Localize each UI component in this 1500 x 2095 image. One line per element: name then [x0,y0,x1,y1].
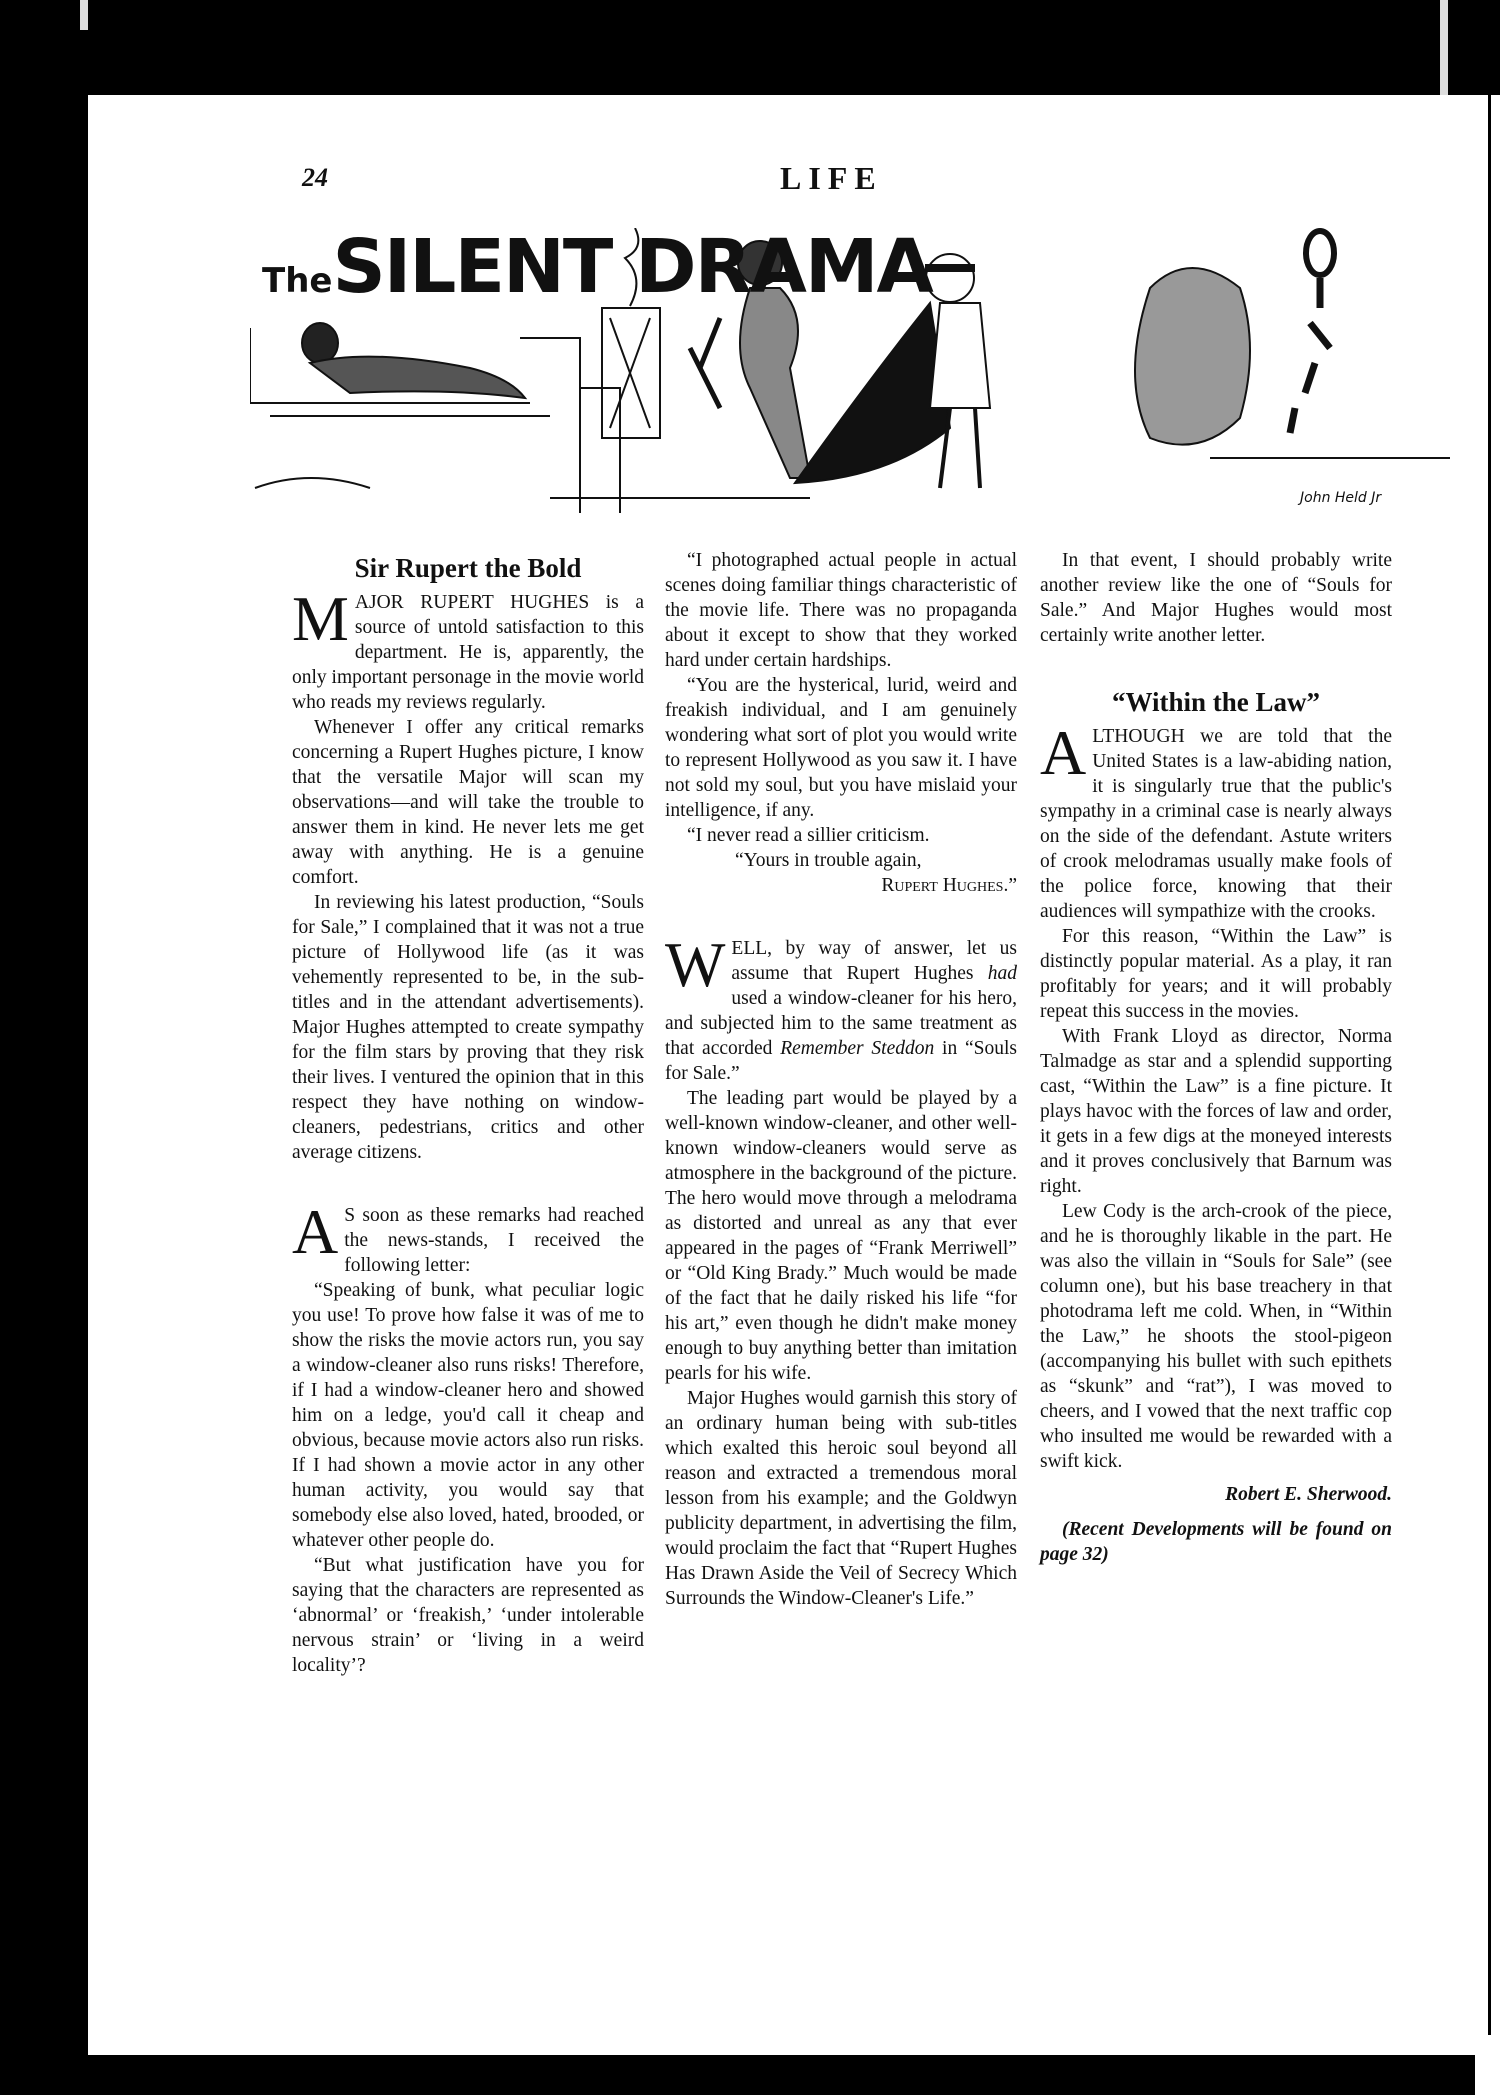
paragraph-text: ELL, by way of answer, let us assume that Rupert Hughes [731,938,1017,984]
paragraph: “I never read a sillier criticism. [687,825,930,846]
paragraph: “Yours in trouble again, [735,850,922,871]
paragraph: With Frank Lloyd as director, Norma Talmadge as star and a splendid supporting cast, “Within the Law” is a fine picture. It plays havoc with the forces of law and order, it gets in a few digs at the moneyed interests and it proves conclusively that Barnum was right. [1040,1026,1392,1197]
banner-title-main: SILENT DRAMA [332,224,932,310]
paragraph: “I photographed actual people in actual scenes doing familiar things characteristic of the movie life. There was no propaganda about it except to show that they worked hard under certain hardships. [665,550,1017,671]
banner-title [262,224,932,310]
page-reference-note: (Recent Developments will be found on page 32) [1040,1519,1392,1565]
character-name: Remember Steddon [780,1038,935,1059]
drop-cap: A [1040,717,1087,788]
paragraph-text: S soon as these remarks had reached the news-stands, I received the following letter: [344,1205,644,1276]
paragraph-text: LTHOUGH we are told that the United States is a law-abiding nation, it is singularly true that the public's sympathy in a criminal case is nearly always on the side of the defendant. Astute writers of crook melodramas usually make fools of the police force, knowing that their audiences will sympathize with the crooks. [1040,726,1392,922]
article-1-title: Sir Rupert the Bold [354,553,582,583]
paragraph-text: in “Souls for Sale.” [665,1038,1018,1084]
paragraph-text: AJOR RUPERT HUGHES is a source of untold satisfaction to this department. He is, apparently, the only important personage in the movie world who reads my reviews regularly. [292,592,645,713]
letter-signature: Rupert Hughes.” [881,875,1017,896]
scan-edge-right [1440,0,1448,95]
drop-cap: A [292,1196,339,1267]
artist-signature: John Held Jr [1300,490,1382,506]
paragraph: “You are the hysterical, lurid, weird and freakish individual, and I am genuinely wondering what sort of plot you would write to represent Hollywood as you saw it. I have not sold my soul, but you have mislaid your intelligence, if any. [665,675,1017,821]
scan-edge-left [80,0,88,30]
paragraph-text: used a window-cleaner for his hero, and subjected him to the same treatment as that accorded [665,988,1017,1059]
drop-cap: M [292,583,349,654]
page-number: 24 [302,163,328,192]
emphasis: had [987,963,1017,984]
section-gap [1040,648,1392,686]
paragraph: The leading part would be played by a well-known window-cleaner, and other well-known window-cleaners would serve as atmosphere in the background of the picture. The hero would move through a melodrama as distorted and unreal as any that ever appeared in the pages of “Frank Merriwell” or “Old King Brady.” Much would be made of the fact that he daily risked his life “for his art,” even though he didn't make money enough to buy anything better than imitation pearls for his wife. [665,1088,1017,1384]
author-signature: Robert E. Sherwood. [1225,1484,1392,1505]
paragraph: Whenever I offer any critical remarks concerning a Rupert Hughes picture, I know that the versatile Major will scan my observations—and will take the trouble to answer them in kind. He never lets me get away with anything. He is a genuine comfort. [292,717,644,888]
drop-cap: W [665,929,726,1000]
paragraph [292,583,645,715]
section-gap [292,1165,644,1203]
magazine-title: LIFE [780,160,883,196]
page-gutter-line [1488,95,1491,2035]
paragraph [292,1196,644,1278]
paragraph: “Speaking of bunk, what peculiar logic you use! To prove how false it was of me to show the risks the movie actors run, you say a window-cleaner also runs risks! Therefore, if I had a window-cleaner hero and showed him on a ledge, you'd call it cheap and obvious, because movie actors also run risks. If I had shown a movie actor in any other human activity, you would say that somebody else also loved, hated, brooded, or whatever other people do. [292,1280,645,1551]
column-2 [665,548,1017,1611]
column-1 [292,552,644,1678]
paragraph: In reviewing his latest production, “Souls for Sale,” I complained that it was not a true picture of Hollywood life (as it was vehemently represented to be, in the sub-titles and in the attendant advertisements). Major Hughes attempted to create sympathy for the film stars by proving that they risk their lives. I ventured the opinion that in this respect they have nothing on window-cleaners, pedestrians, critics and other average citizens. [292,892,644,1163]
paragraph [1040,717,1392,924]
article-2-title: “Within the Law” [1111,687,1321,717]
paragraph: Major Hughes would garnish this story of an ordinary human being with sub-titles which exalted this heroic soul beyond all reason and extracted a tremendous moral lesson from his example; and the Goldwyn publicity department, in advertising the film, would proclaim the fact that “Rupert Hughes Has Drawn Aside the Veil of Secrecy Which Surrounds the Window-Cleaner's Life.” [665,1388,1017,1609]
watermark: comicbooks.com [1245,2022,1480,2055]
paragraph: For this reason, “Within the Law” is distinctly popular material. As a play, it ran profitably for years; and it will probably repeat this success in the movies. [1040,926,1392,1022]
paragraph: Lew Cody is the arch-crook of the piece, and he is thoroughly likable in the part. He was also the villain in “Souls for Sale” (see column one), but his base treachery in that photodrama left me cold. When, in “Within the Law,” he shoots the stool-pigeon (accompanying his bullet with such epithets as “skunk” and “rat”), I was moved to cheers, and I vowed that the next traffic cop who insulted me would be rewarded with a swift kick. [1040,1201,1392,1472]
paragraph [665,929,1018,1086]
banner-title-the: The [262,261,333,301]
paragraph: In that event, I should probably write another review like the one of “Souls for Sale.” And Major Hughes would most certainly write another letter. [1040,550,1392,646]
paragraph: “But what justification have you for saying that the characters are represented as ‘abnormal’ or ‘freakish,’ ‘under intolerable nervous strain’ or ‘living in a weird locality’? [292,1555,644,1676]
column-3 [1040,548,1392,1567]
